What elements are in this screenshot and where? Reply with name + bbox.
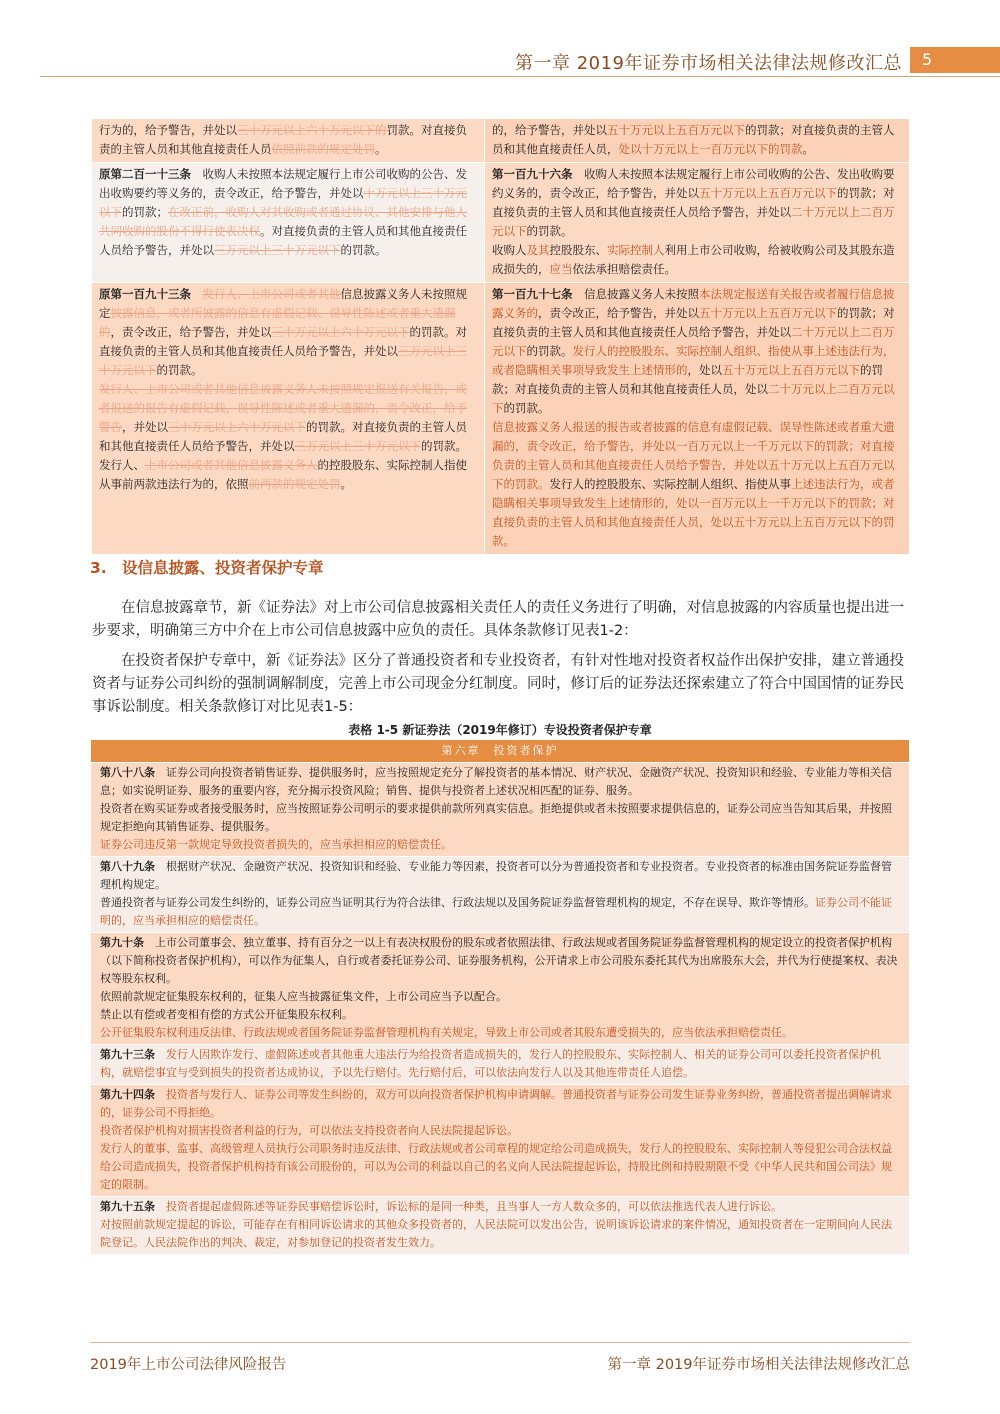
text-run: 的罚款。: [526, 344, 573, 358]
amended-text: 信息披露义务人报送的报告或者披露的信息有虚假记载、误导性陈述或者重大遗漏的，责令改正，给予警告，并处以一百万元以上一千万元以下的罚款；对直接负责的主管人员和其他直接责任人员给予警告，并处以五十万元以上五百万元以下的罚款。: [492, 420, 895, 491]
new-article-cell: [485, 283, 910, 555]
article-row: [91, 1045, 909, 1085]
article-row: [91, 1197, 909, 1255]
text-run: 的罚款。对直接负责的主管人员和其他直接责任人员给予警告，并处以: [99, 420, 467, 453]
text-run: 的罚款。对直接负责的主管人员和其他直接责任人员给予警告，并处以: [99, 325, 467, 358]
article-cell: [91, 933, 909, 1045]
section-heading: [90, 556, 324, 578]
text-run: 上市公司董事会、独立董事、持有百分之一以上有表决权股份的股东或者依照法律、行政法规或者国务院证券监督管理机构的规定设立的投资者保护机构（以下简称投资者保护机构），可以作为征集人，自行或者委托证券公司、证券服务机构，公开请求上市公司股东委托其代为出席股东大会，并代为行使提案权、表决权等股东权利。: [100, 936, 898, 985]
body-paragraph: 在投资者保护专章中，新《证券法》区分了普通投资者和专业投资者，有针对性地对投资者权益作出保护安排，建立普通投资者与证券公司纠纷的强制调解制度，完善上市公司现金分红制度。同时，修订后的证券法还探索建立了符合中国国情的证券民事诉讼制度。相关条款修订对比见表1-5：: [92, 653, 904, 715]
amended-text: 处以十万元以上一百万元以下的罚款: [618, 142, 803, 156]
amended-text: 投资者与发行人、证券公司等发生纠纷的，双方可以向投资者保护机构申请调解。普通投资者与证券公司发生证券业务纠纷，普通投资者提出调解请求的，证券公司不得拒绝。: [100, 1088, 892, 1119]
text-run: [191, 287, 203, 301]
table-caption: 表格 1-5 新证券法（2019年修订）专设投资者保护专章: [348, 723, 652, 737]
deleted-text: 披露信息，或者所披露的信息有虚假记载、误导性陈述或者重大遗漏的: [99, 306, 456, 339]
amended-text: 公开征集股东权利违反法律、行政法规或者国务院证券监督管理机构有关规定，导致上市公司或者其股东遭受损失的，应当依法承担赔偿责任。: [100, 1026, 793, 1039]
amended-text: 证券公司不能证明的，应当承担相应的赔偿责任。: [100, 896, 892, 927]
header-divider: [40, 76, 1000, 77]
text-run: 的罚款；: [122, 205, 168, 219]
amended-text: 五十万元以上五百万元以下: [699, 186, 837, 200]
footer-report-title: 2019年上市公司法律风险报告: [90, 1357, 287, 1373]
deleted-text: 前两款的规定处罚: [248, 477, 341, 491]
old-article-cell: [92, 119, 485, 163]
article-cell: [91, 763, 909, 857]
comparison-row: [92, 163, 910, 283]
text-run: [155, 1048, 166, 1061]
amended-text: 上述违法行为，或者隐瞒相关事项导致发生上述情形的，处以一百万元以上一千万元以下的罚款；对直接负责的主管人员和其他直接责任人员，处以五十万元以上五百万元以下的罚款。: [492, 477, 895, 548]
text-run: 的罚款。: [340, 243, 387, 257]
text-run: 的罚款。: [156, 363, 203, 377]
article-cell: [91, 1045, 909, 1085]
text-run: [155, 1200, 166, 1213]
article-row: [91, 763, 909, 857]
article-row: [91, 933, 909, 1045]
text-run: 发行人、: [99, 458, 145, 472]
deleted-text: 三十万元以上六十万元以下: [168, 420, 306, 434]
deleted-text: 在改正前，收购人对其收购或者通过协议、其他安排与他人共同收购的股份不得行使表决权: [99, 205, 467, 238]
new-article-cell: [485, 119, 910, 163]
text-run: ，处以: [687, 363, 722, 377]
deleted-text: 三万元以上三十万元以下: [99, 344, 467, 377]
page-footer: [0, 1342, 1000, 1382]
amended-text: 对按照前款规定提起的诉讼，可能存在有相同诉讼请求的其他众多投资者的，人民法院可以发出公告，说明该诉讼请求的案件情况，通知投资者在一定期间向人民法院登记。人民法院作出的判决、裁定，对参加登记的投资者发生效力。: [100, 1218, 892, 1249]
text-run: 的罚款；对直接负责的主管人员和其他直接责任人员给予警告，并处以: [492, 306, 895, 339]
amended-text: 投资者提起虚假陈述等证券民事赔偿诉讼时，诉讼标的是同一种类，且当事人一方人数众多的，可以依法推选代表人进行诉讼。: [166, 1200, 782, 1213]
deleted-text: 三十万元以上六十万元以下的: [237, 123, 387, 137]
article-number: 第一百九十七条: [492, 287, 573, 301]
amended-text: 证券公司违反第一款规定导致投资者损失的，应当承担相应的赔偿责任。: [100, 838, 452, 851]
text-run: 收购人: [492, 243, 527, 257]
article-cell: [91, 1085, 909, 1197]
text-run: 的罚款。: [503, 401, 550, 415]
deleted-text: 三万元以上三十万元以下: [214, 243, 341, 257]
section-number: 3.: [90, 559, 107, 577]
article-number: 原第一百九十三条: [99, 287, 191, 301]
amended-text: 发行人因欺诈发行、虚假陈述或者其他重大违法行为给投资者造成损失的，发行人的控股股东、实际控制人、相关的证券公司可以委托投资者保护机构，就赔偿事宜与受到损失的投资者达成协议，予以先行赔付。先行赔付后，可以依法向发行人以及其他连带责任人追偿。: [100, 1048, 881, 1079]
deleted-text: 十万元以上三十万元以下: [99, 186, 467, 219]
footer-divider: [90, 1342, 910, 1343]
text-run: 信息披露义务人未按照: [572, 287, 699, 301]
deleted-text: 发行人、上市公司或者其他信息披露义务人未按照规定报送有关报告，或者报送的报告有虚假记载、误导性陈述或者重大遗漏的，责令改正，给予警告: [99, 382, 467, 434]
amended-text: 及其: [526, 243, 550, 257]
deleted-text: 上市公司或者其他信息披露义务人: [145, 458, 318, 472]
investor-protection-table: [91, 739, 909, 1254]
text-run: 。: [802, 142, 814, 156]
text-run: [155, 1088, 166, 1101]
article-number: 第九十四条: [100, 1088, 155, 1101]
text-run: 。: [340, 477, 352, 491]
amended-text: 二十万元以上二百万元以下: [492, 325, 895, 358]
amended-text: 发行人的控股股东、实际控制人组织、指使从事上述违法行为，或者隐瞒相关事项导致发生上述情形的: [492, 344, 895, 377]
text-run: 根据财产状况、金融资产状况、投资知识和经验、专业能力等因素，投资者可以分为普通投资者和专业投资者。专业投资者的标准由国务院证券监督管理机构规定。: [100, 860, 892, 891]
text-run: 信息披露义务人未按照规定: [99, 287, 467, 320]
article-number: 第九十三条: [100, 1048, 155, 1061]
amended-text: 投资者保护机构对损害投资者利益的行为，可以依法支持投资者向人民法院提起诉讼。: [100, 1124, 518, 1137]
header-title: 第一章 2019年证券市场相关法律法规修改汇总: [514, 53, 902, 74]
chapter-title: 第六章 投资者保护: [91, 740, 909, 763]
new-article-cell: [485, 163, 910, 283]
deleted-text: 依照前款的规定处罚: [271, 142, 375, 156]
text-run: 行为的，给予警告，并处以: [99, 123, 237, 137]
page-number: 5: [910, 47, 1000, 73]
amended-text: 五十万元以上五百万元以下: [607, 123, 745, 137]
text-run: 的罚款；对直接负责的主管人员和其他直接责任人员，处以: [492, 363, 883, 396]
amendment-comparison-table: [91, 118, 910, 555]
old-article-cell: [92, 163, 485, 283]
amended-text: 二十万元以上二百万元以下: [492, 382, 895, 415]
page-header: [0, 0, 1000, 80]
text-run: 的罚款。: [421, 439, 467, 453]
article-number: 第八十九条: [100, 860, 155, 873]
article-number: 原第二百一十三条: [99, 167, 191, 181]
body-paragraph: 在信息披露章节，新《证券法》对上市公司信息披露相关责任人的责任义务进行了明确，对信息披露的内容质量也提出进一步要求，明确第三方中介在上市公司信息披露中应负的责任。具体条款修订见表1-2：: [92, 600, 904, 639]
amended-text: 五十万元以上五百万元以下: [722, 363, 860, 377]
text-run: 发行人的控股股东、实际控制人组织、指使从事: [549, 477, 791, 491]
text-run: 的控股股东、实际控制人指使从事前两款违法行为的，依照: [99, 458, 467, 491]
text-run: 利用上市公司收购，给被收购公司及其股东造成损失的，: [492, 243, 895, 276]
section-title: 设信息披露、投资者保护专章: [122, 559, 324, 577]
amended-text: 本法规定报送有关报告或者履行信息披露义务的: [492, 287, 895, 320]
amended-text: 发行人的董事、监事、高级管理人员执行公司职务时违反法律、行政法规或者公司章程的规定给公司造成损失，发行人的控股股东、实际控制人等侵犯公司合法权益给公司造成损失，投资者保护机构持有该公司股份的，可以为公司的利益以自己的名义向人民法院提起诉讼，持股比例和持股期限不受《中华人民共和国公司法》规定的限制。: [100, 1142, 892, 1191]
text-run: ，并处以: [122, 420, 168, 434]
article-row: [91, 1085, 909, 1197]
deleted-text: 三十万元以上六十万元以下: [271, 325, 410, 339]
text-run: 的，给予警告，并处以: [492, 123, 607, 137]
text-run: 。对直接负责的主管人员和其他直接责任人员给予警告，并处以: [99, 224, 467, 257]
article-cell: [91, 857, 909, 933]
article-number: 第九十条: [100, 936, 144, 949]
deleted-text: 发行人、上市公司或者其他: [202, 287, 341, 301]
comparison-row: [92, 119, 910, 163]
text-run: 的罚款。: [526, 224, 573, 238]
text-run: 依法承担赔偿责任。: [572, 262, 676, 276]
text-run: 禁止以有偿或者变相有偿的方式公开征集股东权利。: [100, 1008, 353, 1021]
text-run: 的罚款；对直接负责的主管人员和其他直接责任人员给予警告，并处以: [492, 186, 895, 219]
text-run: 收购人未按照本法规定履行上市公司收购的公告、发出收购要约义务的，责令改正，给予警告，并处以: [492, 167, 895, 200]
text-run: 控股股东、: [549, 243, 607, 257]
text-run: 投资者在购买证券或者接受服务时，应当按照证券公司明示的要求提供前款所列真实信息。拒绝提供或者未按照要求提供信息的，证券公司应当告知其后果，并按照规定拒绝向其销售证券、提供服务。: [100, 802, 892, 833]
article-number: 第一百九十六条: [492, 167, 573, 181]
article-number: 第八十八条: [100, 766, 155, 779]
text-run: ，责令改正，给予警告，并处以: [110, 325, 272, 339]
text-run: 的罚款；对直接负责的主管人员和其他直接责任人员，: [492, 123, 895, 156]
amended-text: 二十万元以上二百万元以下: [492, 205, 895, 238]
text-run: 收购人未按照本法规定履行上市公司收购的公告、发出收购要约等义务的，责令改正，给予警告，并处以: [99, 167, 467, 200]
chapter-header-row: [91, 740, 909, 763]
article-row: [91, 857, 909, 933]
deleted-text: 三万元以上三十万元以下: [294, 439, 421, 453]
comparison-row: [92, 283, 910, 555]
amended-text: 应当: [549, 262, 573, 276]
text-run: 依照前款规定征集股东权利的，征集人应当披露征集文件，上市公司应当予以配合。: [100, 990, 507, 1003]
amended-text: 五十万元以上五百万元以下: [699, 306, 837, 320]
amended-text: 实际控制人: [607, 243, 665, 257]
footer-chapter-title: 第一章 2019年证券市场相关法律法规修改汇总: [607, 1357, 910, 1373]
text-run: 罚款。对直接负责的主管人员和其他直接责任人员: [99, 123, 467, 156]
text-run: 。: [375, 142, 387, 156]
old-article-cell: [92, 283, 485, 555]
text-run: ，责令改正，给予警告，并处以: [538, 306, 699, 320]
article-number: 第九十五条: [100, 1200, 155, 1213]
text-run: 证券公司向投资者销售证券、提供服务时，应当按照规定充分了解投资者的基本情况、财产状况、金融资产状况、投资知识和经验、专业能力等相关信息；如实说明证券、服务的重要内容，充分揭示投资风险；销售、提供与投资者上述状况相匹配的证券、服务。: [100, 766, 892, 797]
article-cell: [91, 1197, 909, 1255]
text-run: 普通投资者与证券公司发生纠纷的，证券公司应当证明其行为符合法律、行政法规以及国务院证券监督管理机构的规定，不存在误导、欺诈等情形。: [100, 896, 815, 909]
